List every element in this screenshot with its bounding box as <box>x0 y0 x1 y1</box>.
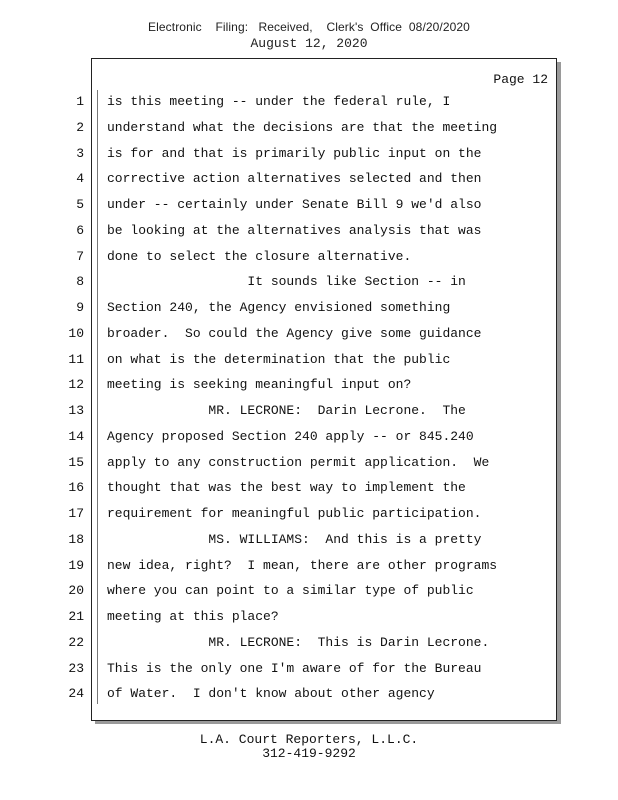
line-number: 4 <box>76 171 84 187</box>
line-number: 10 <box>68 325 84 341</box>
line-number: 20 <box>68 583 84 599</box>
line-text: is for and that is primarily public input on the <box>107 145 482 161</box>
line-number: 12 <box>68 377 84 393</box>
line-text: of Water. I don't know about other agency <box>107 686 435 702</box>
line-text: It sounds like Section -- in <box>107 274 466 290</box>
line-number: 3 <box>76 145 84 161</box>
line-text: is this meeting -- under the federal rule, I <box>107 94 451 109</box>
line-text: apply to any construction permit application. We <box>107 454 490 470</box>
line-text: Section 240, the Agency envisioned something <box>107 300 451 315</box>
line-number: 1 <box>76 94 84 109</box>
transcript-line <box>0 350 618 370</box>
line-text: where you can point to a similar type of public <box>107 583 474 599</box>
page-number: Page 12 <box>493 72 548 87</box>
transcript-line <box>0 530 618 550</box>
transcript-line <box>0 581 618 601</box>
transcript-line <box>0 324 618 344</box>
line-number: 18 <box>68 531 84 547</box>
transcript-line <box>0 607 618 627</box>
line-number: 23 <box>68 660 84 676</box>
transcript-line <box>0 195 618 215</box>
line-number: 13 <box>68 403 84 418</box>
line-text: broader. So could the Agency give some guidance <box>107 325 482 341</box>
transcript-line <box>0 556 618 576</box>
transcript-line <box>0 684 618 704</box>
transcript-line <box>0 169 618 189</box>
line-text: MR. LECRONE: This is Darin Lecrone. <box>107 634 490 650</box>
line-number: 6 <box>76 222 84 238</box>
transcript-line <box>0 633 618 653</box>
transcript-line <box>0 401 618 421</box>
line-number: 9 <box>76 300 84 315</box>
line-text: requirement for meaningful public participation. <box>107 506 482 521</box>
line-number: 16 <box>68 480 84 496</box>
line-text: understand what the decisions are that the meeting <box>107 119 498 135</box>
line-number: 22 <box>68 634 84 650</box>
line-number: 21 <box>68 609 84 624</box>
line-number: 8 <box>76 274 84 290</box>
transcript-line <box>0 298 618 318</box>
reporter-phone: 312-419-9292 <box>262 746 356 761</box>
line-number: 11 <box>68 351 84 367</box>
line-text: under -- certainly under Senate Bill 9 we'd also <box>107 197 482 212</box>
line-text: be looking at the alternatives analysis that was <box>107 222 482 238</box>
line-text: MR. LECRONE: Darin Lecrone. The <box>107 403 466 418</box>
line-text: Agency proposed Section 240 apply -- or 845.240 <box>107 428 474 444</box>
line-number: 5 <box>76 197 84 212</box>
line-number: 7 <box>76 248 84 264</box>
transcript-line <box>0 92 618 112</box>
transcript-line <box>0 478 618 498</box>
line-number: 15 <box>68 454 84 470</box>
transcript-line <box>0 247 618 267</box>
line-text: thought that was the best way to implement the <box>107 480 466 496</box>
reporter-company: L.A. Court Reporters, L.L.C. <box>199 732 419 747</box>
transcript-line <box>0 144 618 164</box>
efiling-stamp: Electronic Filing: Received, Clerk's Office 08/20/2020 <box>148 20 470 34</box>
line-text: meeting at this place? <box>107 609 279 624</box>
transcript-line <box>0 453 618 473</box>
transcript-line <box>0 272 618 292</box>
transcript-line <box>0 427 618 447</box>
line-number: 24 <box>68 686 84 702</box>
transcript-line <box>0 504 618 524</box>
line-text: new idea, right? I mean, there are other programs <box>107 557 498 573</box>
line-text: MS. WILLIAMS: And this is a pretty <box>107 531 482 547</box>
line-text: meeting is seeking meaningful input on? <box>107 377 412 393</box>
line-number: 19 <box>68 557 84 573</box>
line-number: 2 <box>76 119 84 135</box>
line-text: This is the only one I'm aware of for the Bureau <box>107 660 482 676</box>
transcript-line <box>0 659 618 679</box>
line-number: 14 <box>68 428 84 444</box>
transcript-line <box>0 118 618 138</box>
transcript-date: August 12, 2020 <box>250 36 368 51</box>
line-text: on what is the determination that the public <box>107 351 451 367</box>
transcript-line <box>0 375 618 395</box>
line-text: corrective action alternatives selected and then <box>107 171 482 187</box>
transcript-line <box>0 221 618 241</box>
line-text: done to select the closure alternative. <box>107 248 412 264</box>
line-number: 17 <box>68 506 84 521</box>
